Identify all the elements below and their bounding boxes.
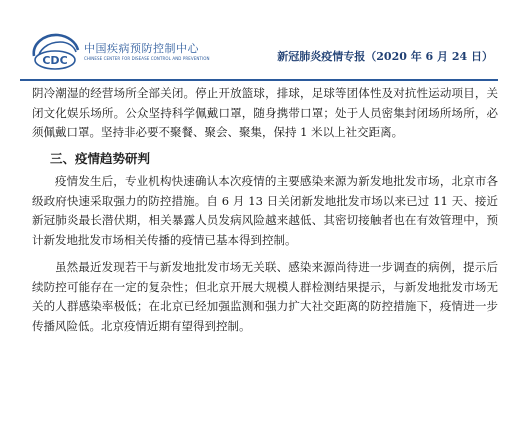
report-body (32, 84, 498, 336)
paragraph-risk-outlook: 虽然最近发现若干与新发地批发市场无关联、感染来源尚待进一步调查的病例，提示后续防控可能存在一定的复杂性；但北京开展大规模人群检测结果提示，与新发地批发市场无关的人群感染率极低；在北京已经加强监测和强力扩大社交距离的防控措施下，疫情进一步传播风险低。北京疫情近期有望得到控制。 (32, 260, 498, 333)
china-cdc-logo (28, 30, 82, 74)
paragraph-measures: 阴冷潮湿的经营场所全部关闭。停止开放篮球，排球，足球等团体性及对抗性运动项目，关闭文化娱乐场所。公众坚持科学佩戴口罩，随身携带口罩；处于人员密集封闭场所场所，必须佩戴口罩。坚持非必要不聚餐、聚会、聚集，保持 1 米以上社交距离。 (32, 86, 498, 139)
org-name-cn: 中国疾病预防控制中心 (84, 42, 199, 55)
section-heading-trend: 三、疫情趋势研判 (50, 150, 151, 166)
report-header (0, 0, 517, 80)
org-name-en: CHINESE CENTER FOR DISEASE CONTROL AND PREVENTION (84, 56, 210, 61)
header-divider (20, 79, 498, 81)
paragraph-trend-assessment: 疫情发生后，专业机构快速确认本次疫情的主要感染来源为新发地批发市场，北京市各级政府快速采取强力的防控措施。自 6 月 13 日关闭新发地批发市场以来已过 11 天、接近新冠肺炎最长潜伏期，相关暴露人员发病风险越来越低、其密切接触者也在有效管理中，预计新发地批发市场相关传播的疫情已基本得到控制。 (32, 174, 498, 247)
logo-text: CDC (42, 54, 68, 67)
report-title: 新冠肺炎疫情专报（2020 年 6 月 24 日） (277, 50, 493, 63)
